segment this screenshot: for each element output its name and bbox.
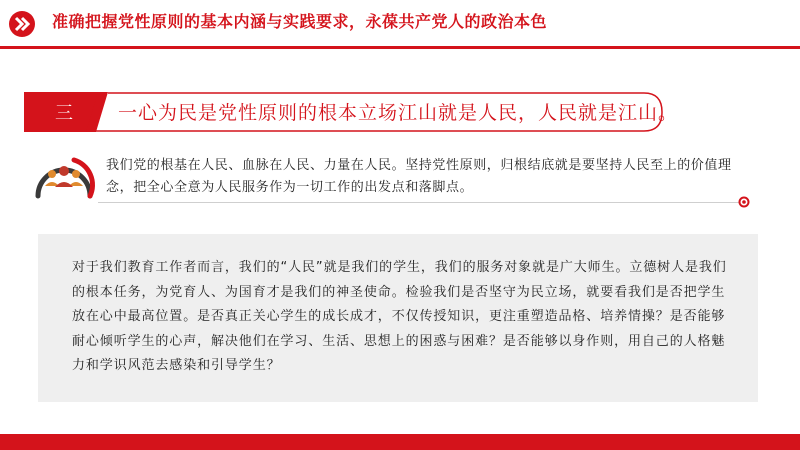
intro-paragraph: 我们党的根基在人民、血脉在人民、力量在人民。坚持党性原则，归根结底就是要坚持人民至上的价值理念，把全心全意为人民服务作为一切工作的出发点和落脚点。 — [106, 158, 732, 195]
section-number: 三 — [55, 103, 73, 124]
header — [0, 0, 800, 48]
intro-divider — [98, 202, 743, 203]
people-group-icon — [30, 152, 98, 202]
double-chevron-icon — [8, 10, 44, 38]
page-title: 准确把握党性原则的基本内涵与实践要求，永葆共产党人的政治本色 — [52, 12, 548, 31]
header-divider — [0, 46, 800, 49]
section-banner — [24, 92, 679, 132]
body-panel — [38, 234, 758, 402]
ring-dot-icon — [738, 196, 750, 208]
body-paragraph: 对于我们教育工作者而言，我们的“人民”就是我们的学生，我们的服务对象就是广大师生。立德树人是我们的根本任务，为党育人、为国育才是我们的神圣使命。检验我们是否坚守为民立场，就要看我们是否把学生放在心中最高位置。是否真正关心学生的成长成才，不仅传授知识，更注重塑造品格、培养情操？是否能够耐心倾听学生的心声，解决他们在学习、生活、思想上的困惑与困难？是否能够以身作则，用自己的人格魅力和学识风范去感染和引导学生？ — [72, 260, 727, 373]
footer-bar — [0, 434, 800, 450]
section-title: 一心为民是党性原则的根本立场江山就是人民，人民就是江山。 — [118, 102, 679, 124]
